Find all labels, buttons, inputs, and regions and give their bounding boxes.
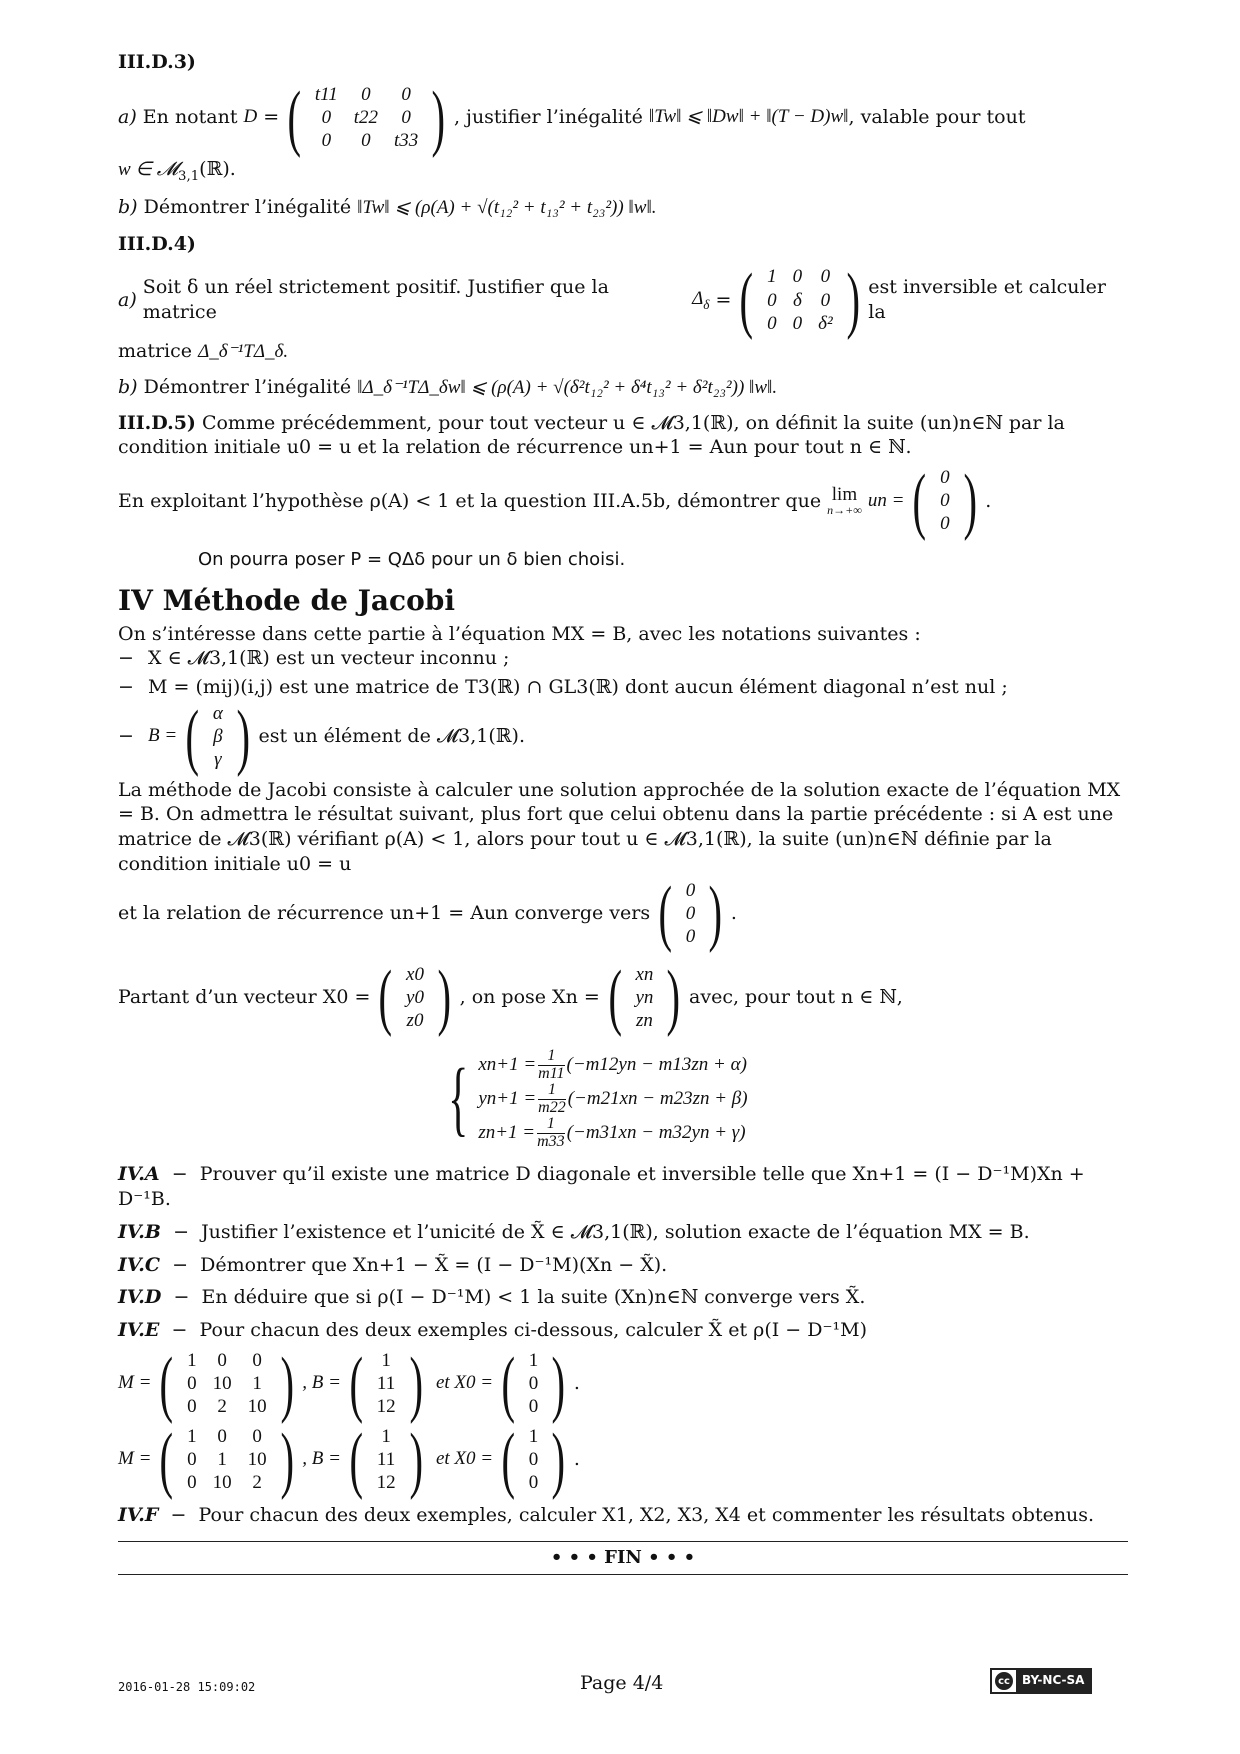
X0-vector-cell: z0 [406,1010,424,1032]
Delta-matrix-cell: δ [792,289,802,311]
example-2: M = ( 1 0 0 0 1 10 0 10 2 ) , B = ( 1 11 12 ) et X0 = ( 1 0 0 ) . [118,1418,580,1501]
example-2-M-matrix-cell: 0 [217,1425,227,1447]
zero-vector-1: ( 0 0 0 ) [912,459,977,542]
III-D-5: III.D.5) Comme précédemment, pour tout vecteur u ∈ 𝓜3,1(ℝ), on définit la suite (un)n∈ℕ par la condition initiale u0 = u et la relation de récurrence un+1 = Aun pour tout n ∈ ℕ. [118,411,1065,459]
example-2-M-matrix: ( 1 0 0 0 1 10 0 10 2 ) [159,1418,294,1501]
system-line: zn+1 = $\frac{1}{m33}$ (−m31xn − m32yn + γ) [478,1115,746,1150]
zero-vector-cell: 0 [685,879,696,901]
question-IV-E: IV.E − Pour chacun des deux exemples ci-dessous, calculer X̃ et ρ(I − D⁻¹M) [118,1318,867,1341]
example-1-B-vector-cell: 1 [381,1349,391,1371]
III-D-3-a-label: a) [118,106,137,129]
questions [118,1162,1128,1342]
section-intro: On s’intéresse dans cette partie à l’équation MX = B, avec les notations suivantes : [118,622,921,645]
example-1-B-vector-cell: 12 [376,1396,396,1418]
zero-vector-cell: 0 [685,902,696,924]
B-vector-cell: β [213,726,223,748]
III-D-3-b: b) Démontrer l’inégalité ‖Tw‖ ⩽ (ρ(A) + √(t₁₂² + t₁₃² + t₂₃²)) ‖w‖. [118,195,657,218]
Delta-matrix-cell: 0 [767,289,777,311]
X0-vector-cell: y0 [406,986,424,1008]
example-2-X0-vector-cell: 0 [528,1472,539,1494]
III-D-4-b-formula: ‖Δ_δ⁻¹TΔ_δw‖ ⩽ (ρ(A) + √(δ²t₁₂² + δ⁴t₁₃² + δ²t₂₃²)) ‖w‖. [357,376,778,398]
III-D-5-limit: En exploitant l’hypothèse ρ(A) < 1 et la question III.A.5b, démontrer que lim n→+∞ un = ( 0 0 0 ) . [118,459,992,542]
D-matrix-cell: 0 [361,130,371,152]
system-lines [478,1048,747,1150]
example-2-M-matrix-cell: 1 [187,1425,197,1447]
bullet-2: − M = (mij)(i,j) est une matrice de T3(ℝ) ∩ GL3(ℝ) dont aucun élément diagonal n’est nul ; [118,676,1008,699]
X0-vector-cell: x0 [406,963,424,985]
document-page [118,50,1128,1575]
example-1-M-matrix-cell: 1 [187,1349,197,1371]
III-D-3-b-formula: ‖Tw‖ ⩽ (ρ(A) + √(t₁₂² + t₁₃² + t₂₃²)) ‖w‖. [357,196,657,218]
zero-vector-cell: 0 [940,490,950,512]
Delta-matrix-cell: δ² [818,312,833,334]
Delta-matrix-cell: 0 [820,266,831,288]
timestamp: 2016-01-28 15:09:02 [118,1680,256,1694]
Delta-matrix-cell: 0 [792,312,803,334]
III-D-4-a: a) Soit δ un réel strictement positif. Justifier que la matrice $\Delta_\delta$ = ( 1 0 0 0 δ 0 0 0 δ² ) est inversible et calculer la [118,259,1106,342]
III-D-3-a-text3: , valable pour tout [848,106,1026,129]
III-D-3-a-text: En notant [142,106,238,129]
example-1-X0-vector-cell: 0 [528,1396,539,1418]
question-IV-D: IV.D − En déduire que si ρ(I − D⁻¹M) < 1 la suite (Xn)n∈ℕ converge vers X̃. [118,1286,866,1309]
system-line: xn+1 = $\frac{1}{m11}$ (−m12yn − m13zn + α) [478,1047,747,1082]
Delta-matrix-cell: 0 [767,312,777,334]
Xn-vector-cell: zn [635,1010,653,1032]
example-1: M = ( 1 0 0 0 10 1 0 2 10 ) , B = ( 1 11 12 ) et X0 = ( 1 0 0 ) . [118,1342,580,1425]
example-2-M-matrix-cell: 10 [247,1449,267,1471]
example-2-B-vector-cell: 12 [376,1472,396,1494]
III-D-4-b: b) Démontrer l’inégalité ‖Δ_δ⁻¹TΔ_δw‖ ⩽ (ρ(A) + √(δ²t₁₂² + δ⁴t₁₃² + δ²t₂₃²)) ‖w‖. [118,375,778,398]
example-2-X0-vector: ( 1 0 0 ) [501,1418,566,1501]
Xn-vector-cell: yn [635,986,654,1008]
question-IV-F: IV.F − Pour chacun des deux exemples, calculer X1, X2, X3, X4 et commenter les résultats obtenus. [118,1503,1095,1526]
example-1-X0-vector: ( 1 0 0 ) [501,1342,566,1425]
example-2-M-matrix-cell: 1 [217,1449,227,1471]
example-1-M-matrix-cell: 10 [247,1396,267,1418]
example-1-B-vector-cell: 11 [376,1373,396,1395]
D-matrix-cell: 0 [361,83,371,105]
page-number: Page 4/4 [580,1672,664,1694]
para-3: Partant d’un vecteur X0 = ( x0 y0 z0 ) , on pose Xn = ( xn yn zn ) avec, pour tout n ∈ ℕ, [118,956,903,1039]
example-1-X0-vector-cell: 1 [528,1349,539,1371]
D-matrix-cell: t11 [314,83,338,105]
example-1-M-matrix-cell: 10 [212,1373,232,1395]
license-badge: cc BY-NC-SA [990,1668,1092,1694]
D-matrix-cell: t33 [394,130,419,152]
section-title: IV Méthode de Jacobi [118,584,455,618]
III-D-3-a: a) En notant D = ( t11 0 0 0 t22 0 0 0 t33 ) , justifier l’inégalité ‖Tw‖ ⩽ ‖Dw‖ + ‖(T − D)w‖ , valable pour tout [118,76,1026,159]
example-2-B-vector-cell: 11 [376,1449,396,1471]
question-IV-A: IV.A − Prouver qu’il existe une matrice D diagonale et inversible telle que Xn+1 = (I − D⁻¹M)Xn + D⁻¹B. [118,1163,1085,1211]
system-line: yn+1 = $\frac{1}{m22}$ (−m21xn − m23zn + β) [478,1081,748,1116]
hint: On pourra poser P = QΔδ pour un δ bien choisi. [198,548,626,570]
example-1-M-matrix-cell: 0 [252,1349,262,1371]
Delta-matrix-cell: 1 [767,266,777,288]
B-vector: ( α β γ ) [185,695,250,778]
B-vector-cell: γ [214,749,222,771]
example-1-M-matrix-cell: 0 [187,1373,197,1395]
example-2-X0-vector-cell: 1 [528,1425,539,1447]
example-1-M-matrix-cell: 0 [217,1349,227,1371]
example-2-M-matrix-cell: 0 [252,1425,262,1447]
Delta-matrix-cell: 0 [820,289,831,311]
example-1-M-matrix-cell: 2 [217,1396,227,1418]
D-matrix-cell: t22 [353,107,379,129]
jacobi-system: { xn+1 = $\frac{1}{m11}$ (−m12yn − m13zn + α) yn+1 = $\frac{1}{m22}$ (−m21xn − m23zn + β) zn+1 = $\frac{1}{m33}$ (−m31xn − m32yn + γ) [448,1047,748,1150]
bullet-3: − B = ( α β γ ) est un élément de 𝓜3,1(ℝ). [118,695,526,778]
III-D-3-a-inequality: ‖Tw‖ ⩽ ‖Dw‖ + ‖(T − D)w‖ [648,106,849,128]
D-matrix-cell: 0 [401,107,411,129]
example-1-B-vector: ( 1 11 12 ) [349,1342,423,1425]
example-2-M-matrix-cell: 2 [252,1472,262,1494]
question-IV-C: IV.C − Démontrer que Xn+1 − X̃ = (I − D⁻¹M)(Xn − X̃). [118,1253,668,1276]
divider-bottom [118,1574,1128,1575]
example-1-M-matrix-cell: 1 [252,1373,262,1395]
para-2: et la relation de récurrence un+1 = Aun converge vers ( 0 0 0 ) . [118,872,737,955]
fin-marker: • • • FIN • • • [550,1547,696,1569]
example-1-X0-vector-cell: 0 [528,1373,539,1395]
divider-top [118,1541,1128,1542]
example-2-X0-vector-cell: 0 [528,1449,539,1471]
III-D-3-a-text2: , justifier l’inégalité [453,106,643,129]
D-matrix: ( t11 0 0 0 t22 0 0 0 t33 ) [287,76,446,159]
cc-icon: cc [995,1672,1013,1690]
example-2-B-vector: ( 1 11 12 ) [349,1418,423,1501]
Xn-vector-cell: xn [635,963,654,985]
example-1-M-matrix-cell: 0 [187,1396,197,1418]
heading-III-D-4: III.D.4) [118,233,196,256]
example-1-M-matrix: ( 1 0 0 0 10 1 0 2 10 ) [159,1342,294,1425]
example-2-B-vector-cell: 1 [381,1425,391,1447]
para-1: La méthode de Jacobi consiste à calculer une solution approchée de la solution exacte de l’équation MX = B. On admettra le résultat suivant, plus fort que celui obtenu dans la partie précédente : si A est une matrice de 𝓜3(ℝ) vérifiant ρ(A) < 1, alors pour tout u ∈ 𝓜3,1(ℝ), la suite (un)n∈ℕ définie par la condition initiale u0 = u [118,778,1121,875]
Xn-vector: ( xn yn zn ) [608,956,681,1039]
Delta-matrix: ( 1 0 0 0 δ 0 0 0 δ² ) [740,259,860,342]
question-IV-B: IV.B − Justifier l’existence et l’unicité de X̃ ∈ 𝓜3,1(ℝ), solution exacte de l’équation MX = B. [118,1220,1030,1243]
heading-III-D-3: III.D.3) [118,51,196,73]
example-2-M-matrix-cell: 0 [187,1472,197,1494]
D-matrix-cell: 0 [321,107,332,129]
III-D-4-a-cont: matrice Δ_δ⁻¹TΔ_δ. [118,340,289,363]
limit-operator: lim n→+∞ [827,484,862,518]
example-2-M-matrix-cell: 10 [212,1472,232,1494]
B-vector-cell: α [212,702,223,724]
zero-vector-cell: 0 [940,513,950,535]
zero-vector-cell: 0 [685,926,696,948]
D-matrix-cell: 0 [401,83,411,105]
zero-vector-cell: 0 [940,467,950,489]
III-D-3-a-cont: w ∈ 𝓜$_{3,1}$(ℝ). [118,157,236,184]
Delta-matrix-cell: 0 [792,266,803,288]
X0-vector: ( x0 y0 z0 ) [378,956,452,1039]
example-2-M-matrix-cell: 0 [187,1449,197,1471]
D-matrix-cell: 0 [321,130,332,152]
zero-vector-2: ( 0 0 0 ) [658,872,723,955]
bullet-1: − X ∈ 𝓜3,1(ℝ) est un vecteur inconnu ; [118,647,510,670]
